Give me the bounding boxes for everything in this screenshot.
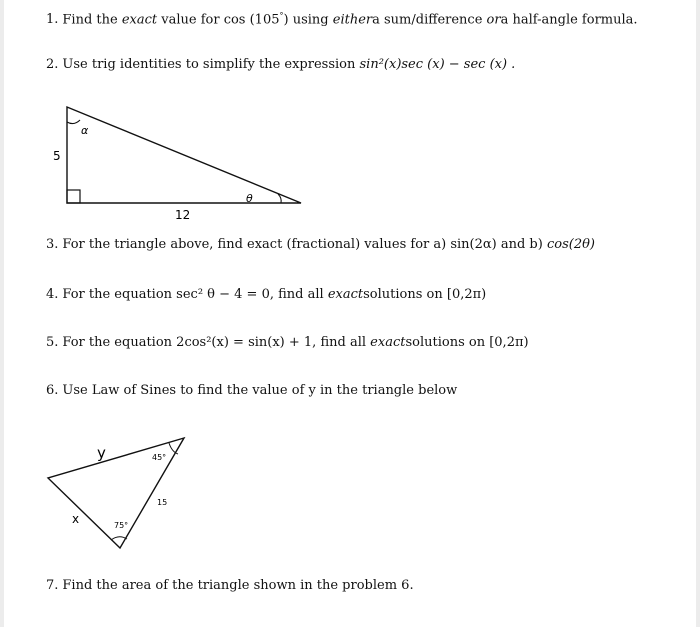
angle-45-arc (169, 443, 178, 454)
question-7: 7. Find the area of the triangle shown in the problem 6. (46, 578, 414, 593)
angle-45-label: 45° (152, 453, 167, 462)
question-1: 1. Find the exact value for cos (105°) using eithera sum/difference ora half-angle formula. (46, 11, 638, 28)
page-left-border (0, 0, 4, 627)
right-triangle-figure (50, 102, 310, 231)
theta-label: θ (246, 192, 253, 205)
right-angle-marker (67, 190, 80, 203)
question-4: 4. For the equation sec² θ − 4 = 0, find all exactsolutions on [0,2π) (46, 287, 487, 302)
side-15-label: 15 (157, 498, 168, 507)
side-12-label: 12 (175, 208, 191, 222)
alpha-label: α (81, 124, 89, 137)
side-5-label: 5 (53, 149, 61, 163)
question-3: 3. For the triangle above, find exact (fractional) values for a) sin(2α) and b) cos(2θ) (46, 237, 596, 252)
angle-75-label: 75° (114, 521, 129, 530)
oblique-triangle-figure (40, 430, 200, 559)
question-6: 6. Use Law of Sines to find the value of y in the triangle below (46, 383, 458, 398)
oblique-triangle-svg (40, 430, 200, 555)
triangle-outline (67, 107, 301, 203)
page-right-border (696, 0, 700, 627)
question-5: 5. For the equation 2cos²(x) = sin(x) + 1, find all exactsolutions on [0,2π) (46, 335, 529, 350)
y-label: y (97, 444, 106, 462)
x-label: x (72, 512, 80, 526)
alpha-arc (67, 120, 80, 124)
right-triangle-svg (50, 102, 310, 227)
question-2: 2. Use trig identities to simplify the expression sin²(x)sec (x) − sec (x) . (46, 57, 516, 72)
